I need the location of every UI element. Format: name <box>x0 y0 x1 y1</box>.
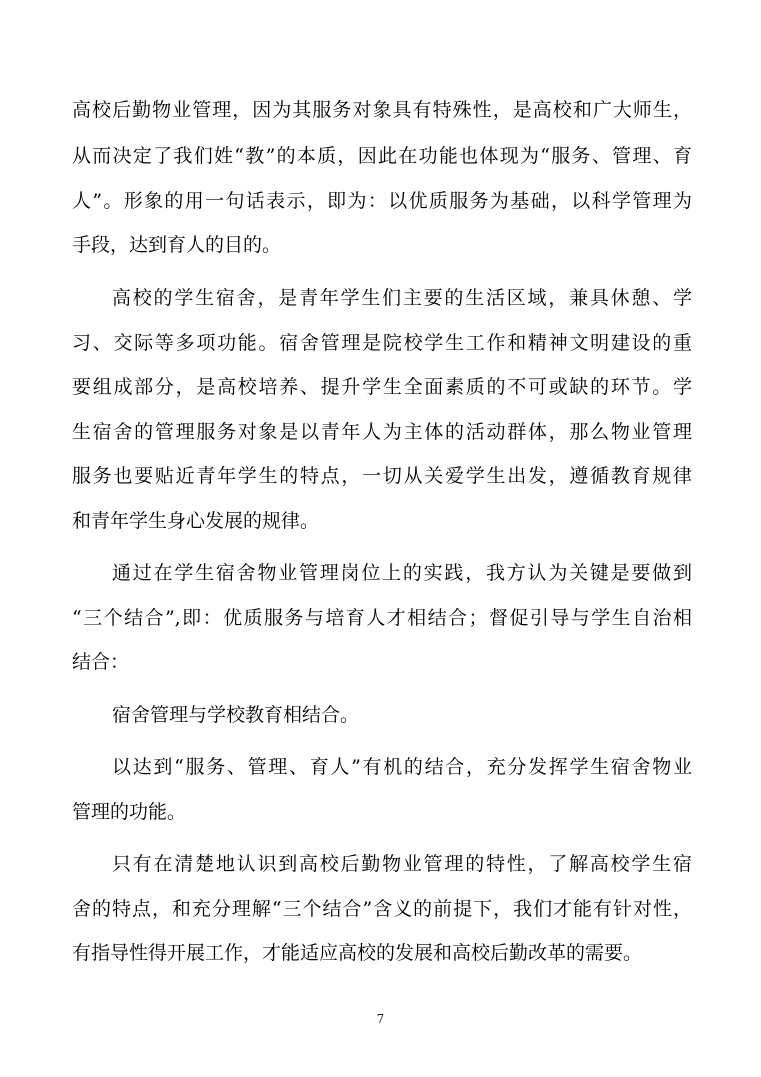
paragraph-6-line-3: 有指导性得开展工作，才能适应高校的发展和高校后勤改革的需要。 <box>72 942 643 964</box>
paragraph-2-line-2: 习、交际等多项功能。宿舍管理是院校学生工作和精神文明建设的重 <box>72 332 692 354</box>
paragraph-3-line-1: 通过在学生宿舍物业管理岗位上的实践，我方认为关键是要做到 <box>112 562 692 584</box>
paragraph-6-line-2: 舍的特点，和充分理解“三个结合”含义的前提下，我们才能有针对性， <box>72 898 692 920</box>
page-number: 7 <box>376 1012 385 1026</box>
paragraph-6-line-1: 只有在清楚地认识到高校后勤物业管理的特性，了解高校学生宿 <box>112 853 692 875</box>
paragraph-5-line-2: 管理的功能。 <box>72 801 187 823</box>
paragraph-2-line-6: 和青年学生身心发展的规律。 <box>72 510 320 532</box>
paragraph-1-line-3: 人”。形象的用一句话表示，即为：以优质服务为基础，以科学管理为 <box>72 190 692 212</box>
paragraph-4-line-1: 宿舍管理与学校教育相结合。 <box>112 704 360 726</box>
paragraph-1-line-1: 高校后勤物业管理，因为其服务对象具有特殊性，是高校和广大师生， <box>72 99 692 121</box>
paragraph-3-line-3: 结合： <box>72 651 130 673</box>
paragraph-1-line-4: 手段，达到育人的目的。 <box>72 234 282 256</box>
paragraph-2-line-4: 生宿舍的管理服务对象是以青年人为主体的活动群体，那么物业管理 <box>72 421 692 443</box>
paragraph-1-line-2: 从而决定了我们姓“教”的本质，因此在功能也体现为“服务、管理、育 <box>72 145 692 167</box>
paragraph-2-line-3: 要组成部分，是高校培养、提升学生全面素质的不可或缺的环节。学 <box>72 376 692 398</box>
paragraph-2-line-5: 服务也要贴近青年学生的特点，一切从关爱学生出发，遵循教育规律 <box>72 465 692 487</box>
paragraph-3-line-2: “三个结合”,即：优质服务与培育人才相结合；督促引导与学生自治相 <box>72 607 692 629</box>
paragraph-2-line-1: 高校的学生宿舍，是青年学生们主要的生活区域，兼具休憩、学 <box>112 287 692 309</box>
paragraph-5-line-1: 以达到“服务、管理、育人”有机的结合，充分发挥学生宿舍物业 <box>112 756 692 778</box>
